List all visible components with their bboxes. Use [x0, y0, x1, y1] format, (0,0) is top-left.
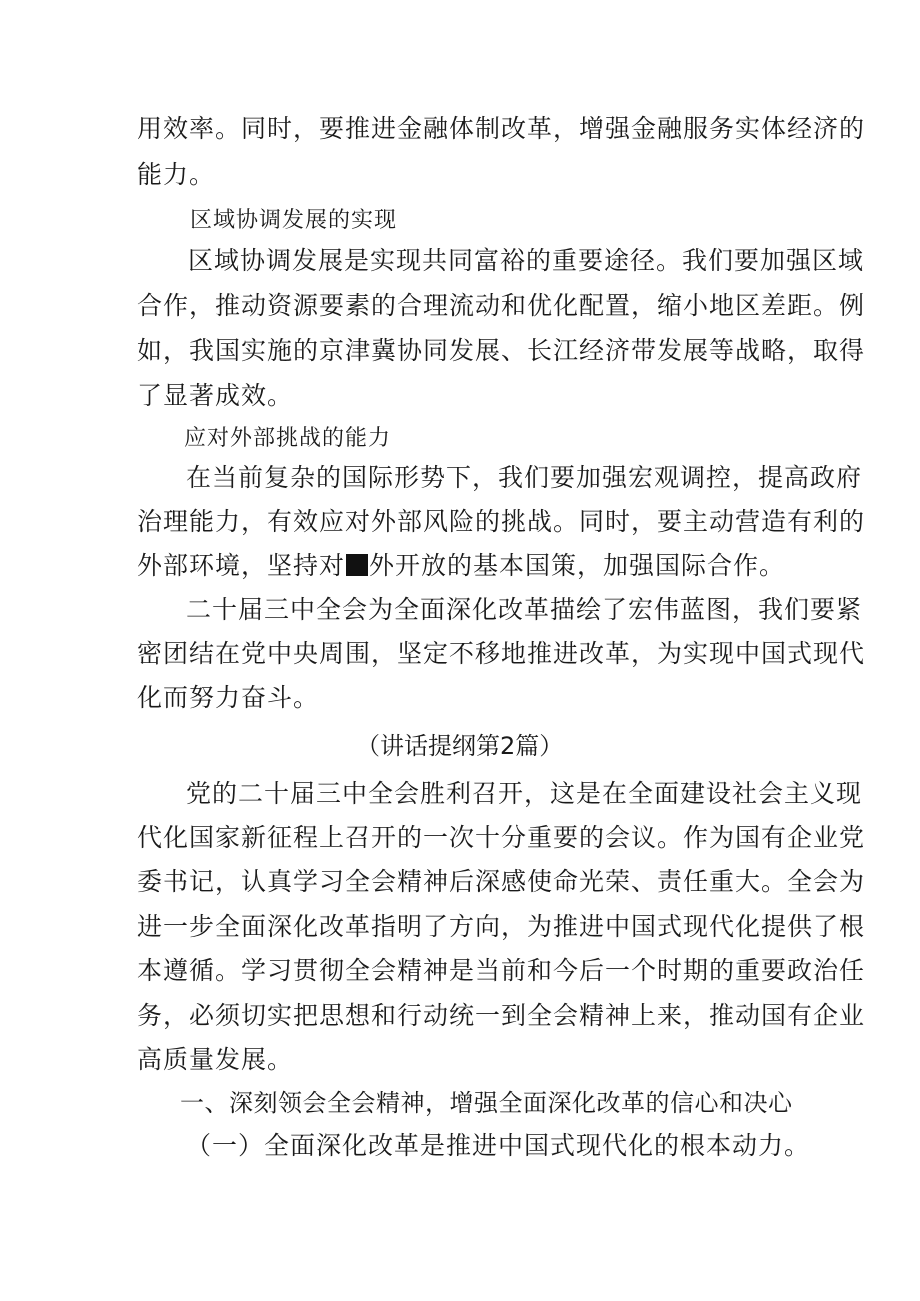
subheading-level-two: （一）全面深化改革是推进中国式现代化的根本动力。 — [186, 1131, 811, 1160]
text-segment: 外开放的基本国策，加强国际合作。 — [369, 551, 786, 580]
paragraph-line: 用效率。同时，要推进金融体制改革，增强金融服务实体经济的 — [137, 114, 866, 143]
paragraph-line-with-redaction — [137, 551, 785, 581]
paragraph-line: 区域协调发展是实现共同富裕的重要途径。我们要加强区域 — [188, 246, 865, 275]
paragraph-line: 代化国家新征程上召开的一次十分重要的会议。作为国有企业党 — [137, 823, 866, 852]
subheading-region-development: 区域协调发展的实现 — [190, 208, 398, 233]
heading-level-one: 一、深刻领会全会精神，增强全面深化改革的信心和决心 — [180, 1089, 793, 1117]
paragraph-line: 密团结在党中央周围，坚定不移地推进改革，为实现中国式现代 — [137, 639, 866, 668]
paragraph-line: 党的二十届三中全会胜利召开，这是在全面建设社会主义现 — [186, 779, 863, 808]
paragraph-line: 合作，推动资源要素的合理流动和优化配置，缩小地区差距。例 — [137, 291, 866, 320]
paragraph-line: 二十届三中全会为全面深化改革描绘了宏伟蓝图，我们要紧 — [186, 595, 863, 624]
paragraph-line: 高质量发展。 — [137, 1045, 294, 1074]
redaction-mark — [346, 554, 368, 576]
paragraph-line: 本遵循。学习贯彻全会精神是当前和今后一个时期的重要政治任 — [137, 956, 866, 985]
section-title: （讲话提纲第2篇） — [356, 732, 564, 760]
text-segment: 外部环境，坚持对 — [137, 551, 346, 580]
paragraph-line: 如，我国实施的京津冀协同发展、长江经济带发展等战略，取得 — [137, 336, 866, 365]
paragraph-line: 了显著成效。 — [137, 381, 294, 410]
paragraph-line: 化而努力奋斗。 — [137, 683, 320, 712]
subheading-external-challenges: 应对外部挑战的能力 — [184, 426, 392, 451]
paragraph-line: 进一步全面深化改革指明了方向，为推进中国式现代化提供了根 — [137, 912, 866, 941]
paragraph-line: 在当前复杂的国际形势下，我们要加强宏观调控，提高政府 — [186, 463, 863, 492]
paragraph-line: 能力。 — [137, 160, 216, 189]
paragraph-line: 治理能力，有效应对外部风险的挑战。同时，要主动营造有利的 — [137, 507, 866, 536]
paragraph-line: 委书记，认真学习全会精神后深感使命光荣、责任重大。全会为 — [137, 867, 866, 896]
paragraph-line: 务，必须切实把思想和行动统一到全会精神上来，推动国有企业 — [137, 1001, 866, 1030]
